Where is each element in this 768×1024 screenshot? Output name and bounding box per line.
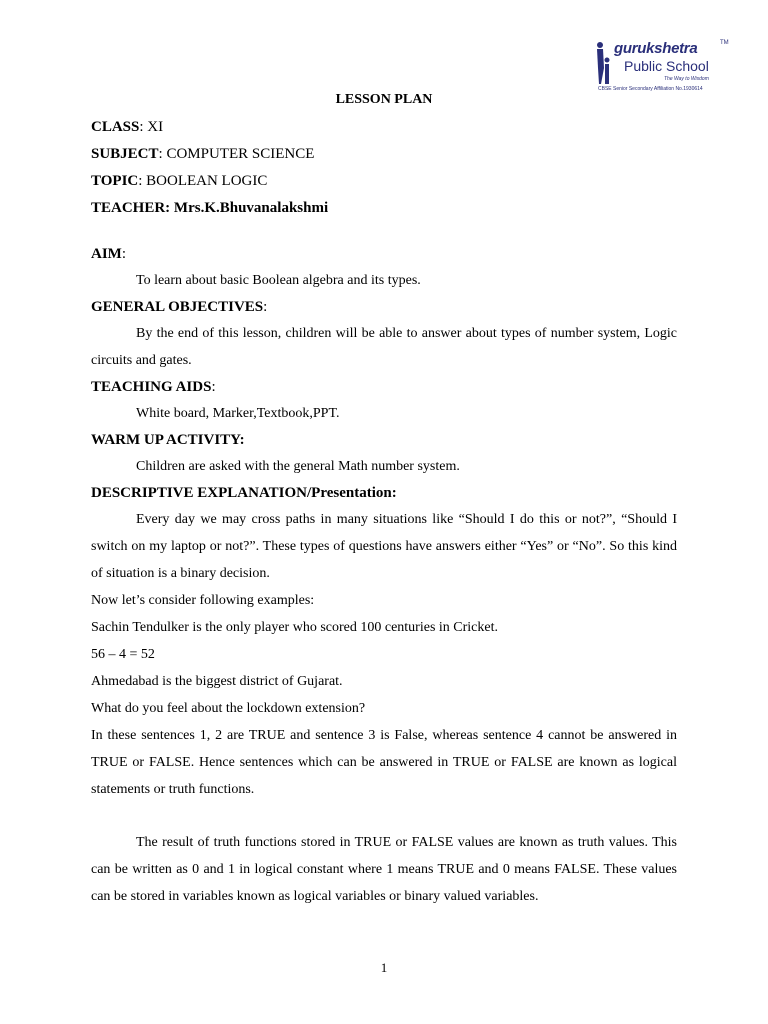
teaching-aids-heading-line	[91, 374, 677, 400]
descriptive-paragraph-2: In these sentences 1, 2 are TRUE and sentence 3 is False, whereas sentence 4 cannot be answered in TRUE or FALSE. Hence sentences which can be answered in TRUE or FALSE are known as logical statements or truth functions.	[91, 728, 677, 797]
teaching-aids-colon: :	[211, 379, 216, 395]
school-emblem-icon	[592, 40, 614, 86]
example-item: Sachin Tendulker is the only player who scored 100 centuries in Cricket.	[91, 620, 498, 635]
objectives-heading-line	[91, 294, 677, 320]
subject-line	[91, 141, 677, 168]
teaching-aids-text: White board, Marker,Textbook,PPT.	[136, 406, 340, 421]
teacher-line	[91, 195, 677, 222]
descriptive-heading: DESCRIPTIVE EXPLANATION/Presentation:	[91, 485, 397, 501]
objectives-colon: :	[263, 299, 268, 315]
page-title: LESSON PLAN	[335, 92, 433, 107]
example-item: 56 – 4 = 52	[91, 647, 155, 662]
aim-heading-line	[91, 241, 677, 267]
example-item: What do you feel about the lockdown extension?	[91, 701, 366, 716]
class-label: CLASS	[91, 119, 140, 135]
class-value: : XI	[139, 119, 164, 135]
aim-text: To learn about basic Boolean algebra and its types.	[136, 273, 421, 288]
logo-trademark: TM	[720, 40, 729, 46]
aim-heading: AIM	[91, 246, 122, 262]
logo-school-text: Public School	[624, 58, 709, 74]
subject-value: : COMPUTER SCIENCE	[158, 146, 315, 162]
objectives-text: By the end of this lesson, children will be able to answer about types of number system, Logic circuits and gates.	[91, 326, 677, 368]
subject-label: SUBJECT	[91, 146, 159, 162]
descriptive-paragraph-3: The result of truth functions stored in TRUE or FALSE values are known as truth values. This can be written as 0 and 1 in logical constant where 1 means TRUE and 0 means FALSE. These values can be stored in variables known as logical variables or binary valued variables.	[91, 835, 677, 904]
example-item: Ahmedabad is the biggest district of Gujarat.	[91, 674, 343, 689]
teacher-text: TEACHER: Mrs.K.Bhuvanalakshmi	[91, 200, 329, 216]
descriptive-paragraph-1: Every day we may cross paths in many situations like “Should I do this or not?”, “Should I switch on my laptop or not?”. These types of questions have answers either “Yes” or “No”. So this kind of situation is a binary decision.	[91, 512, 677, 581]
page-number: 1	[380, 960, 388, 975]
logo-brand-text: gurukshetra	[614, 40, 698, 57]
teaching-aids-heading: TEACHING AIDS	[91, 379, 212, 395]
objectives-heading: GENERAL OBJECTIVES	[91, 299, 264, 315]
lesson-plan-body	[91, 90, 677, 910]
logo-affiliation: CBSE Senior Secondary Affiliation No.1930614	[598, 86, 703, 92]
aim-colon: :	[121, 246, 126, 262]
warm-up-heading: WARM UP ACTIVITY:	[91, 432, 245, 448]
warm-up-text: Children are asked with the general Math number system.	[136, 459, 460, 474]
topic-label: TOPIC	[91, 173, 139, 189]
logo-tagline: The Way to Wisdom	[664, 76, 709, 82]
topic-line	[91, 168, 677, 195]
examples-intro: Now let’s consider following examples:	[91, 593, 315, 608]
class-line	[91, 114, 677, 141]
topic-value: : BOOLEAN LOGIC	[138, 173, 268, 189]
